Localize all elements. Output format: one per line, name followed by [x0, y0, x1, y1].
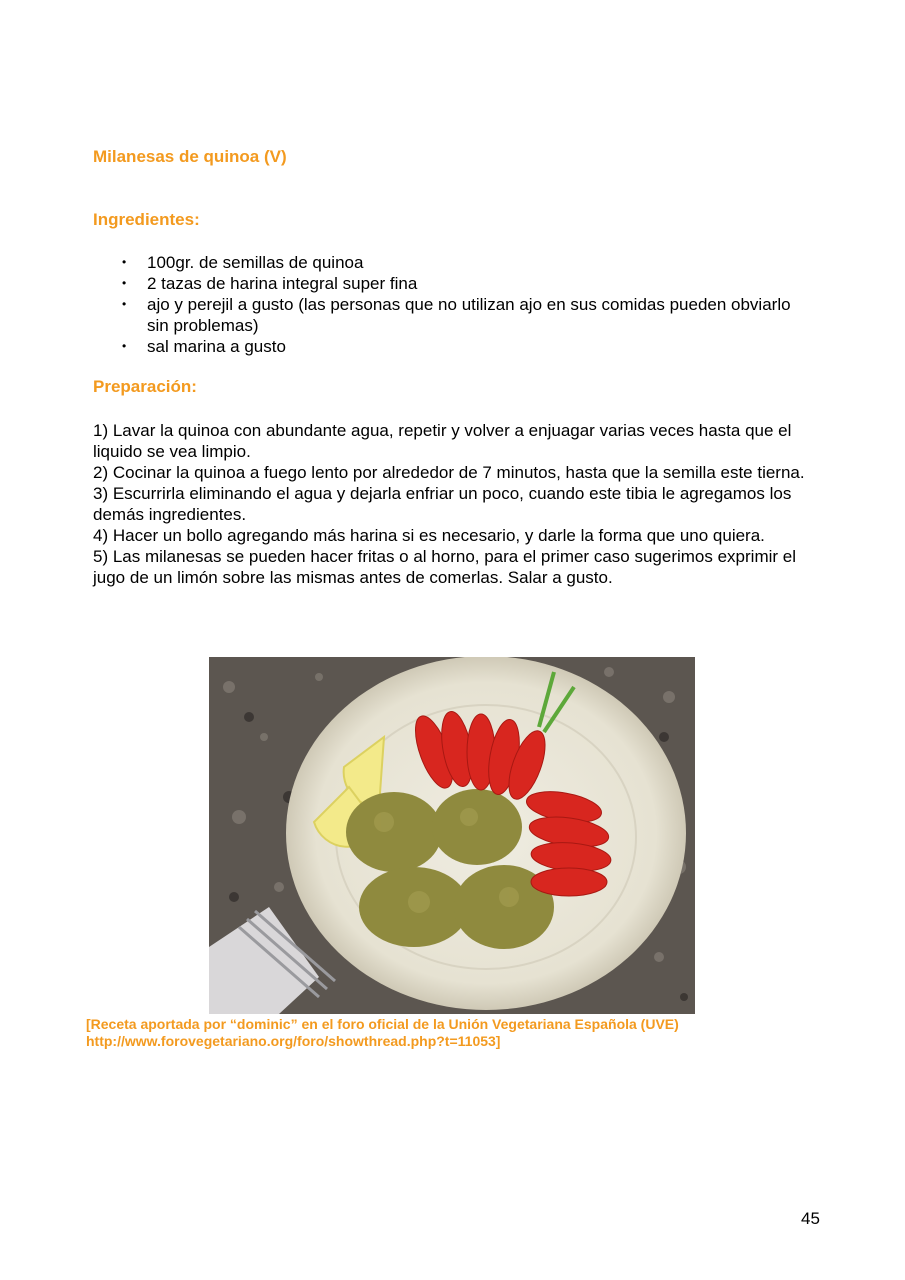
bullet-icon: • — [122, 339, 127, 353]
step: 1) Lavar la quinoa con abundante agua, repetir y volver a enjuagar varias veces hasta que el liquido se vea limpio. — [93, 421, 792, 461]
step: 5) Las milanesas se pueden hacer fritas o al horno, para el primer caso sugerimos exprimir el jugo de un limón sobre las mismas antes de comerlas. Salar a gusto. — [93, 547, 796, 587]
bullet-icon: • — [122, 255, 127, 269]
list-item: • 100gr. de semillas de quinoa — [122, 253, 364, 272]
step: 2) Cocinar la quinoa a fuego lento por alrededor de 7 minutos, hasta que la semilla este tierna. — [93, 463, 805, 482]
list-item: • sal marina a gusto — [122, 337, 286, 356]
step: 3) Escurrirla eliminando el agua y dejarla enfriar un poco, cuando este tibia le agregamos los demás ingredientes. — [93, 484, 792, 524]
list-item: • ajo y perejil a gusto (las personas que no utilizan ajo en sus comidas pueden obviarlo sin problemas) — [122, 295, 791, 335]
list-item: • 2 tazas de harina integral super fina — [122, 274, 418, 293]
ingredients-list — [122, 252, 812, 357]
credit-link[interactable]: http://www.forovegetariano.org/foro/showthread.php?t=11053] — [86, 1033, 501, 1049]
step: 4) Hacer un bollo agregando más harina si es necesario, y darle la forma que uno quiera. — [93, 526, 765, 545]
credit-line: [Receta aportada por “dominic” en el foro oficial de la Unión Vegetariana Española (UVE) — [86, 1016, 679, 1032]
recipe-credit — [86, 1016, 679, 1050]
bullet-icon: • — [122, 276, 127, 290]
ingredients-heading: Ingredientes: — [93, 210, 200, 229]
bullet-icon: • — [122, 297, 127, 311]
preparation-steps — [93, 420, 823, 588]
preparation-heading: Preparación: — [93, 377, 197, 396]
page-number: 45 — [801, 1209, 820, 1228]
recipe-title: Milanesas de quinoa (V) — [93, 147, 287, 166]
food-photo — [209, 657, 695, 1014]
